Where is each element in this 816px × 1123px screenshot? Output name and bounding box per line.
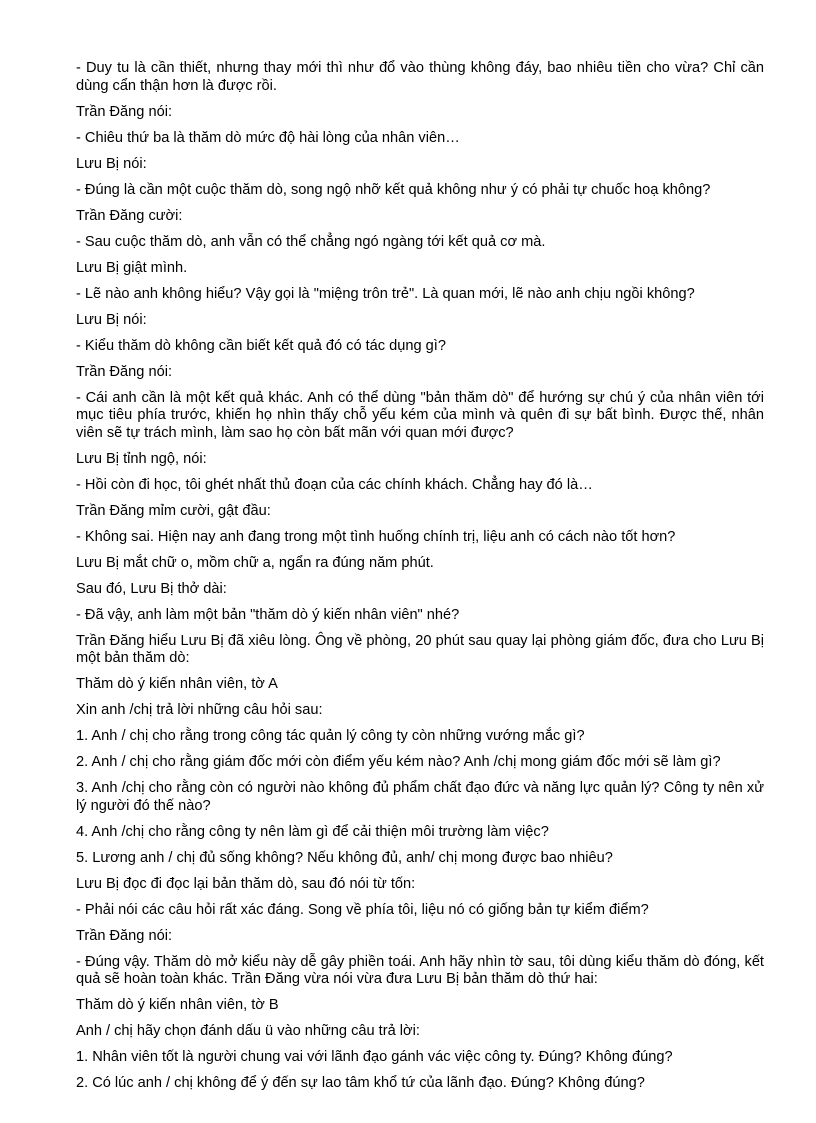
paragraph: Trần Đăng nói: <box>76 363 172 380</box>
survey-question: 5. Lương anh / chị đủ sống không? Nếu không đủ, anh/ chị mong được bao nhiêu? <box>76 849 613 866</box>
paragraph: - Đúng là cần một cuộc thăm dò, song ngộ nhỡ kết quả không như ý có phải tự chuốc hoạ không? <box>76 181 711 198</box>
paragraph: - Sau cuộc thăm dò, anh vẫn có thể chẳng ngó ngàng tới kết quả cơ mà. <box>76 233 546 250</box>
survey-question: 3. Anh /chị cho rằng còn có người nào không đủ phẩm chất đạo đức và năng lực quản lý? Công ty nên xử lý người đó thế nào? <box>76 780 764 814</box>
paragraph: Lưu Bị tỉnh ngộ, nói: <box>76 450 207 467</box>
paragraph: Lưu Bị mắt chữ o, mồm chữ a, ngẩn ra đúng năm phút. <box>76 554 434 571</box>
paragraph: - Kiểu thăm dò không cần biết kết quả đó có tác dụng gì? <box>76 337 446 354</box>
paragraph: Lưu Bị nói: <box>76 311 147 328</box>
paragraph: Lưu Bị giật mình. <box>76 259 188 276</box>
survey-question: 2. Có lúc anh / chị không để ý đến sự lao tâm khổ tứ của lãnh đạo. Đúng? Không đúng? <box>76 1075 645 1091</box>
paragraph: Lưu Bị đọc đi đọc lại bản thăm dò, sau đó nói từ tốn: <box>76 875 416 892</box>
survey-question: 2. Anh / chị cho rằng giám đốc mới còn điểm yếu kém nào? Anh /chị mong giám đốc mới sẽ làm gì? <box>76 754 721 770</box>
paragraph: - Đã vậy, anh làm một bản "thăm dò ý kiến nhân viên" nhé? <box>76 606 460 623</box>
paragraph: - Hồi còn đi học, tôi ghét nhất thủ đoạn của các chính khách. Chẳng hay đó là… <box>76 476 593 493</box>
survey-question: 1. Anh / chị cho rằng trong công tác quản lý công ty còn những vướng mắc gì? <box>76 728 585 744</box>
paragraph: - Phải nói các câu hỏi rất xác đáng. Song về phía tôi, liệu nó có giống bản tự kiểm điểm? <box>76 901 649 918</box>
paragraph: Trần Đăng nói: <box>76 927 172 944</box>
survey-title-b: Thăm dò ý kiến nhân viên, tờ B <box>76 997 279 1013</box>
paragraph: Lưu Bị nói: <box>76 155 147 172</box>
survey-title-a: Thăm dò ý kiến nhân viên, tờ A <box>76 676 278 692</box>
paragraph: Trần Đăng nói: <box>76 103 172 120</box>
paragraph: Trần Đăng mỉm cười, gật đầu: <box>76 502 271 519</box>
survey-question: 1. Nhân viên tốt là người chung vai với lãnh đạo gánh vác việc công ty. Đúng? Không đúng? <box>76 1049 673 1065</box>
paragraph: - Duy tu là cần thiết, nhưng thay mới thì như đổ vào thùng không đáy, bao nhiêu tiền cho vừa? Chỉ cần dùng cẩn thận hơn là được rồi. <box>76 60 764 94</box>
paragraph: Trần Đăng cười: <box>76 207 183 224</box>
paragraph: Xin anh /chị trả lời những câu hỏi sau: <box>76 702 323 718</box>
paragraph: Anh / chị hãy chọn đánh dấu ü vào những câu trả lời: <box>76 1023 420 1039</box>
survey-question: 4. Anh /chị cho rằng công ty nên làm gì để cải thiện môi trường làm việc? <box>76 823 549 840</box>
paragraph: - Không sai. Hiện nay anh đang trong một tình huống chính trị, liệu anh có cách nào tốt hơn? <box>76 528 676 545</box>
paragraph: - Lẽ nào anh không hiểu? Vậy gọi là "miệng trôn trẻ". Là quan mới, lẽ nào anh chịu ngồi không? <box>76 285 695 302</box>
paragraph: Trần Đăng hiểu Lưu Bị đã xiêu lòng. Ông về phòng, 20 phút sau quay lại phòng giám đốc, đưa cho Lưu Bị một bản thăm dò: <box>76 632 764 666</box>
paragraph: Sau đó, Lưu Bị thở dài: <box>76 580 227 597</box>
paragraph: - Chiêu thứ ba là thăm dò mức độ hài lòng của nhân viên… <box>76 129 460 146</box>
paragraph: - Đúng vậy. Thăm dò mở kiểu này dễ gây phiền toái. Anh hãy nhìn tờ sau, tôi dùng kiểu thăm dò đóng, kết quả sẽ hoàn toàn khác. Trần Đăng vừa nói vừa đưa Lưu Bị bản thăm dò thứ hai: <box>76 953 764 987</box>
paragraph: - Cái anh cần là một kết quả khác. Anh có thể dùng "bản thăm dò" để hướng sự chú ý của nhân viên tới mục tiêu phía trước, khiến họ nhìn thấy chỗ yếu kém của mình và quên đi sự bất bình. Được thế, nhân viên sẽ tự trách mình, làm sao họ còn bất mãn với quan mới được? <box>76 389 764 441</box>
